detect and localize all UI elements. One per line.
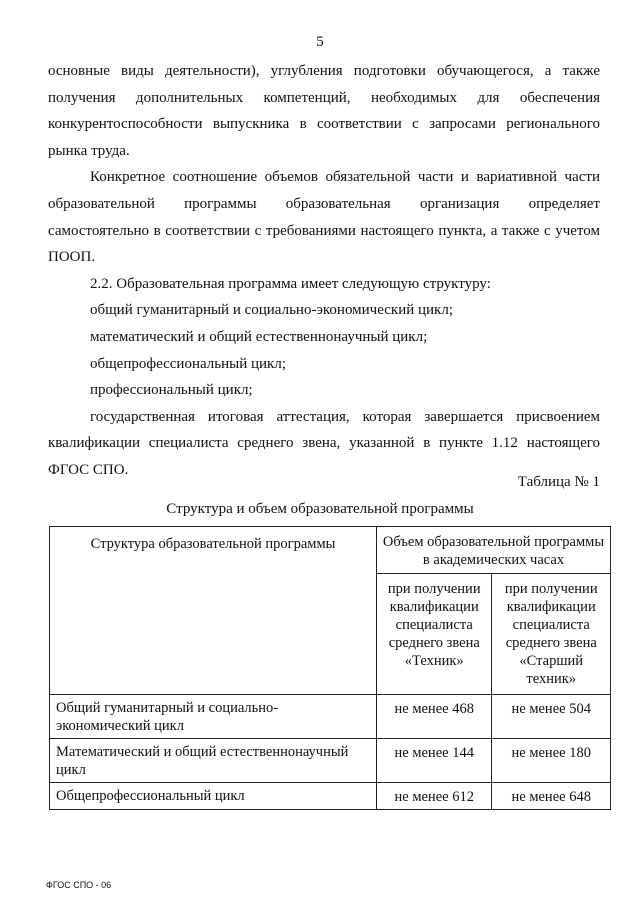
body-text xyxy=(48,58,600,484)
list-item-math: математический и общий естественнонаучный цикл; xyxy=(90,328,428,345)
row-name: Общепрофессиональный цикл xyxy=(50,783,377,810)
paragraph-ratio: Конкретное соотношение объемов обязательной части и вариативной части образовательной программы образовательная организация определяет самостоятельно в соответствии с требованиями настоящего пункта, а также с учетом ПООП. xyxy=(48,169,600,266)
table-label: Таблица № 1 xyxy=(517,474,600,490)
header-structure: Структура образовательной программы xyxy=(50,527,377,695)
row-value-senior: не менее 504 xyxy=(492,695,611,739)
list-item-general-professional: общепрофессиональный цикл; xyxy=(90,355,286,372)
list-item-humanitarian: общий гуманитарный и социально-экономический цикл; xyxy=(90,302,453,319)
header-senior-technician: при получении квалификации специалиста среднего звена «Старший техник» xyxy=(492,574,611,695)
table-row xyxy=(50,783,611,810)
table-row xyxy=(50,695,611,739)
table-row xyxy=(50,739,611,783)
table-title: Структура и объем образовательной программы xyxy=(166,501,474,517)
row-value-senior: не менее 180 xyxy=(492,739,611,783)
header-technician: при получении квалификации специалиста среднего звена «Техник» xyxy=(377,574,492,695)
row-name: Общий гуманитарный и социально-экономический цикл xyxy=(50,695,377,739)
row-name: Математический и общий естественнонаучный цикл xyxy=(50,739,377,783)
table-header-row xyxy=(50,527,611,574)
footer-code: ФГОС СПО - 06 xyxy=(46,880,112,890)
paragraph-continuation: основные виды деятельности), углубления подготовки обучающегося, а также получения дополнительных компетенций, необходимых для обеспечения конкурентоспособности выпускника в соответствии с запросами регионального рынка труда. xyxy=(48,63,600,159)
structure-table xyxy=(49,526,611,810)
list-item-attestation: государственная итоговая аттестация, которая завершается присвоением квалификации специалиста среднего звена, указанной в пункте 1.12 настоящего ФГОС СПО. xyxy=(48,408,600,478)
page-number: 5 xyxy=(316,34,324,50)
row-value-technician: не менее 612 xyxy=(377,783,492,810)
header-volume: Объем образовательной программы в академических часах xyxy=(377,527,611,574)
paragraph-structure-intro: 2.2. Образовательная программа имеет следующую структуру: xyxy=(90,275,491,292)
list-item-professional: профессиональный цикл; xyxy=(90,382,253,399)
row-value-technician: не менее 144 xyxy=(377,739,492,783)
row-value-technician: не менее 468 xyxy=(377,695,492,739)
row-value-senior: не менее 648 xyxy=(492,783,611,810)
